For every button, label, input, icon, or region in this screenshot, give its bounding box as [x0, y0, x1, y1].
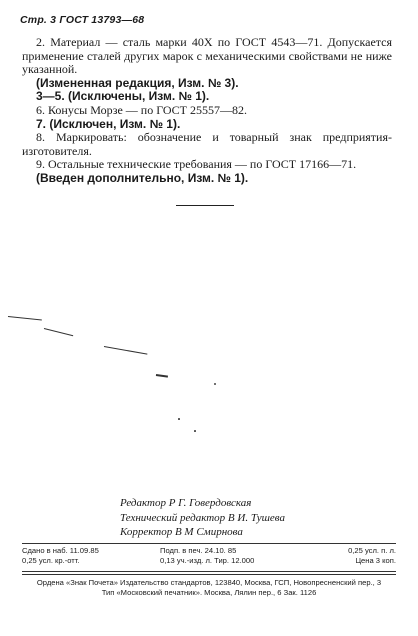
imprint-edition: 0,13 уч.-изд. л. Тир. 12.000 — [160, 555, 255, 565]
scan-dot — [194, 430, 196, 432]
document-body — [22, 36, 392, 186]
paragraph-technical-requirements: 9. Остальные технические требования — по ГОСТ 17166—71. — [36, 157, 357, 172]
imprint-price: Цена 3 коп. — [355, 555, 396, 565]
imprint-bottom-rule — [22, 571, 396, 572]
paragraph-amendment-3: (Измененная редакция, Изм. № 3). — [36, 75, 239, 90]
publisher-line: Ордена «Знак Почета» Издательство стандартов, 123840, Москва, ГСП, Новопресненский пер., 3 — [36, 578, 382, 587]
imprint-signed: Подп. в печ. 24.10. 85 — [160, 546, 237, 555]
printer-line: Тип «Московский печатник». Москва, Лялин пер., 6 Зак. 1126 — [101, 587, 317, 597]
imprint-submitted: Сдано в наб. 11.09.85 — [22, 546, 99, 555]
scan-dot — [178, 418, 180, 420]
paragraph-morse-cones: 6. Конусы Морзе — по ГОСТ 25557—82. — [36, 102, 248, 117]
section-divider — [176, 205, 234, 206]
publisher-footer — [22, 578, 396, 598]
editor-credit: Редактор Р Г. Говердовская — [120, 497, 252, 509]
scan-mark — [8, 316, 42, 321]
paragraph-material: 2. Материал — сталь марки 40Х по ГОСТ 4543—71. Допускается применение сталей других марок с механическими свойствами не ниже указанной. — [22, 35, 392, 77]
paragraph-added: (Введен дополнительно, Изм. № 1). — [36, 170, 249, 185]
credits-block — [120, 496, 310, 540]
imprint-top-rule — [22, 543, 396, 544]
paragraph-excluded-3-5: 3—5. (Исключены, Изм. № 1). — [36, 89, 210, 104]
scan-mark — [104, 346, 148, 355]
page-header: Стр. 3 ГОСТ 13793—68 — [20, 14, 145, 26]
scan-mark — [156, 374, 168, 378]
scan-dot — [214, 383, 216, 385]
paragraph-marking: 8. Маркировать: обозначение и товарный знак предприятия-изготовителя. — [22, 130, 392, 158]
paragraph-excluded-7: 7. (Исключен, Изм. № 1). — [36, 116, 181, 131]
imprint-sheets: 0,25 усл. п. л. — [348, 546, 396, 555]
imprint-block — [22, 546, 396, 566]
technical-editor-credit: Технический редактор В И. Тушева — [120, 511, 285, 524]
proofreader-credit: Корректор В М Смирнова — [120, 526, 243, 538]
imprint-color-prints: 0,25 усл. кр.-отт. — [22, 555, 80, 565]
scan-mark — [44, 328, 73, 336]
imprint-bottom-rule-2 — [22, 574, 396, 575]
